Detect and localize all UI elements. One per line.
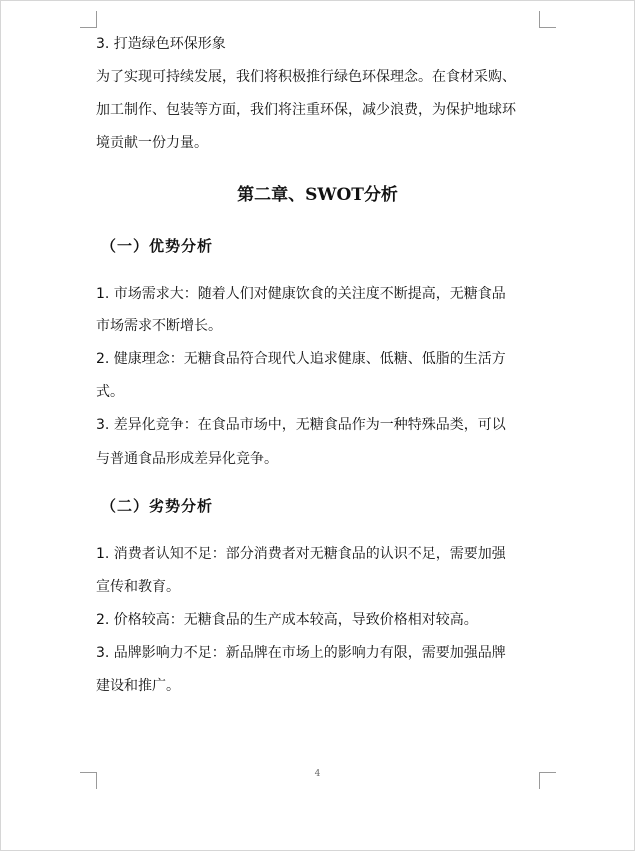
paragraph-line: 3. 品牌影响力不足：新品牌在市场上的影响力有限，需要加强品牌	[96, 645, 506, 661]
section-3-title: 3. 打造绿色环保形象	[96, 36, 226, 52]
crop-mark-top-left	[80, 11, 97, 28]
paragraph-line: 为了实现可持续发展，我们将积极推行绿色环保理念。在食材采购、	[96, 69, 516, 85]
weaknesses-heading: （二）劣势分析	[101, 497, 214, 515]
paragraph-line: 境贡献一份力量。	[96, 135, 208, 151]
paragraph-line: 加工制作、包装等方面，我们将注重环保，减少浪费，为保护地球环	[96, 102, 516, 118]
strengths-heading: （一）优势分析	[101, 237, 214, 255]
paragraph-line: 1. 市场需求大：随着人们对健康饮食的关注度不断提高，无糖食品	[96, 286, 506, 302]
paragraph-line: 宣传和教育。	[96, 579, 180, 595]
paragraph-line: 3. 差异化竞争：在食品市场中，无糖食品作为一种特殊品类，可以	[96, 417, 506, 433]
paragraph-line: 2. 健康理念：无糖食品符合现代人追求健康、低糖、低脂的生活方	[96, 351, 506, 367]
page-number: 4	[314, 769, 321, 779]
paragraph-line: 与普通食品形成差异化竞争。	[96, 451, 278, 467]
crop-mark-top-right	[539, 11, 556, 28]
paragraph-line: 市场需求不断增长。	[96, 318, 222, 334]
chapter-title: 第二章、SWOT分析	[237, 185, 398, 205]
paragraph-line: 式。	[96, 384, 124, 400]
paragraph-line: 建设和推广。	[96, 678, 180, 694]
paragraph-line: 1. 消费者认知不足：部分消费者对无糖食品的认识不足，需要加强	[96, 546, 506, 562]
paragraph-line: 2. 价格较高：无糖食品的生产成本较高，导致价格相对较高。	[96, 612, 478, 628]
